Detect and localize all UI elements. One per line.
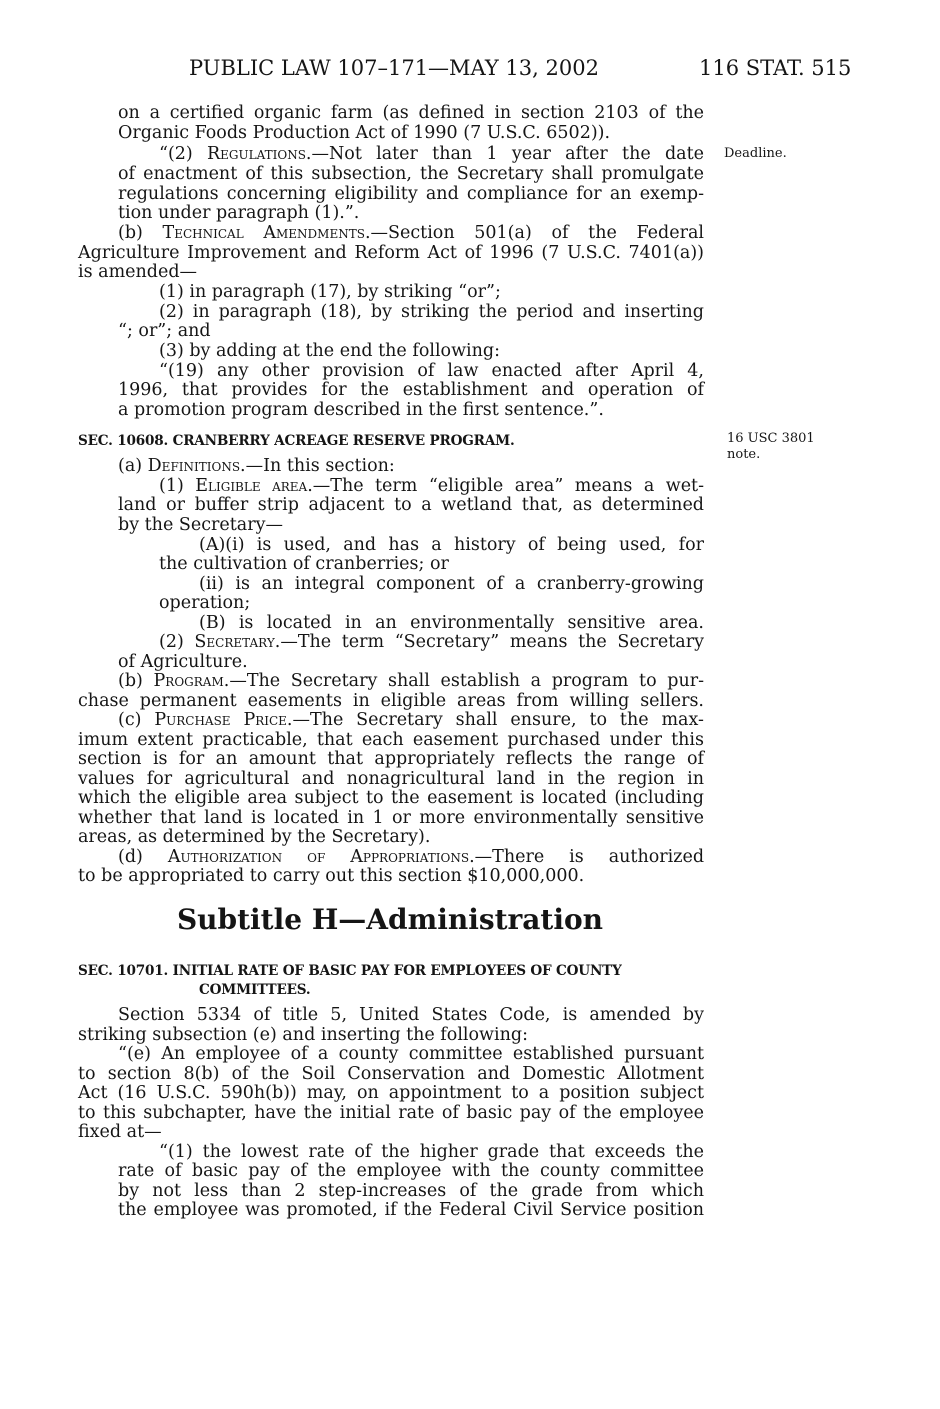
margin-note-deadline: Deadline. (724, 146, 787, 161)
text-line: regulations concerning eligibility and compliance for an exemp- (118, 184, 704, 204)
list-item: (ii) is an integral component of a cranberry-growing (199, 574, 704, 594)
list-item: (2) in paragraph (18), by striking the period and inserting (159, 302, 704, 322)
list-item: (B) is located in an environmentally sensitive area. (199, 613, 704, 633)
text-line: imum extent practicable, that each easement purchased under this (78, 730, 704, 750)
text-line: on a certified organic farm (as defined in section 2103 of the (118, 103, 704, 123)
page-number: 116 STAT. 515 (699, 56, 852, 80)
text-line: Agriculture Improvement and Reform Act of 1996 (7 U.S.C. 7401(a)) (78, 243, 704, 263)
eligible-area-paragraph: (1) Eligible area.—The term “eligible area” means a wet- (159, 476, 704, 496)
text-line: chase permanent easements in eligible areas from willing sellers. (78, 691, 704, 711)
section-heading-10701: SEC. 10701. INITIAL RATE OF BASIC PAY FOR EMPLOYEES OF COUNTY (78, 963, 622, 979)
text-line: is amended— (78, 262, 198, 282)
secretary-heading: Secretary. (194, 632, 281, 652)
list-item: (A)(i) is used, and has a history of being used, for (199, 535, 704, 555)
text-line: striking subsection (e) and inserting the following: (78, 1025, 528, 1045)
definitions-paragraph: (a) Definitions.—In this section: (118, 456, 395, 476)
quoted-text-line: by not less than 2 step-increases of the grade from which (118, 1181, 704, 1201)
quoted-text-line: to this subchapter, have the initial rate of basic pay of the employee (78, 1103, 704, 1123)
program-paragraph: (b) Program.—The Secretary shall establish a program to pur- (118, 671, 705, 691)
quoted-text-line: a promotion program described in the first sentence.”. (118, 400, 604, 420)
text-line: areas, as determined by the Secretary). (78, 827, 431, 847)
appropriations-paragraph: (d) Authorization of Appropriations.—There is authorized (118, 847, 705, 867)
text-line: of Agriculture. (118, 652, 248, 672)
definitions-heading: Definitions. (147, 456, 246, 476)
list-item: (1) in paragraph (17), by striking “or”; (159, 282, 501, 302)
quoted-text-line: rate of basic pay of the employee with the county committee (118, 1161, 704, 1181)
text-line: which the eligible area subject to the easement is located (including (78, 788, 704, 808)
purchase-price-paragraph: (c) Purchase Price.—The Secretary shall ensure, to the max- (118, 710, 704, 730)
text-line: Organic Foods Production Act of 1990 (7 U.S.C. 6502)). (118, 123, 611, 143)
quoted-text-line: “(19) any other provision of law enacted after April 4, (159, 361, 704, 381)
quoted-text-line: to section 8(b) of the Soil Conservation and Domestic Allotment (78, 1064, 704, 1084)
list-item: (3) by adding at the end the following: (159, 341, 501, 361)
text-line: section is for an amount that appropriately reflects the range of (78, 749, 704, 769)
appropriations-heading: Authorization of Appropriations. (167, 847, 475, 867)
subtitle-heading: Subtitle H—Administration (176, 903, 604, 936)
quoted-text-line: fixed at— (78, 1122, 162, 1142)
technical-amendments-heading: Technical Amendments. (162, 223, 371, 243)
text-line: to be appropriated to carry out this section $10,000,000. (78, 866, 585, 886)
technical-amendments-paragraph: (b) Technical Amendments.—Section 501(a) of the Federal (118, 223, 704, 243)
eligible-area-heading: Eligible area. (195, 476, 313, 496)
text-line: tion under paragraph (1).”. (118, 203, 360, 223)
text-line: land or buffer strip adjacent to a wetland that, as determined (118, 495, 704, 515)
text-line: the cultivation of cranberries; or (159, 554, 449, 574)
quoted-text-line: the employee was promoted, if the Federal Civil Service position (118, 1200, 704, 1220)
text-line: operation; (159, 593, 251, 613)
program-heading: Program. (153, 671, 230, 691)
text-line: whether that land is located in 1 or more environmentally sensitive (78, 808, 704, 828)
quoted-text-line: “(e) An employee of a county committee established pursuant (118, 1044, 704, 1064)
quoted-text-line: “(1) the lowest rate of the higher grade that exceeds the (159, 1142, 704, 1162)
secretary-paragraph: (2) Secretary.—The term “Secretary” means the Secretary (159, 632, 704, 652)
text-line: Section 5334 of title 5, United States Code, is amended by (118, 1005, 704, 1025)
margin-note-usc-note: note. (727, 447, 761, 462)
quoted-text-line: Act (16 U.S.C. 590h(b)) may, on appointment to a position subject (78, 1083, 704, 1103)
running-header-title: PUBLIC LAW 107–171—MAY 13, 2002 (189, 56, 599, 80)
section-heading-10608: SEC. 10608. CRANBERRY ACREAGE RESERVE PROGRAM. (78, 433, 515, 449)
quoted-text-line: 1996, that provides for the establishment and operation of (118, 380, 704, 400)
text-line: by the Secretary— (118, 515, 283, 535)
margin-note-usc-citation: 16 USC 3801 (727, 431, 815, 446)
text-line: of enactment of this subsection, the Secretary shall promulgate (118, 164, 704, 184)
purchase-price-heading: Purchase Price. (154, 710, 293, 730)
regulations-heading: Regulations. (207, 144, 312, 164)
section-heading-10701-continued: COMMITTEES. (199, 982, 311, 998)
text-line: values for agricultural and nonagricultural land in the region in (78, 769, 704, 789)
regulations-paragraph: “(2) Regulations.—Not later than 1 year after the date (159, 144, 704, 164)
text-line: “; or”; and (118, 321, 211, 341)
